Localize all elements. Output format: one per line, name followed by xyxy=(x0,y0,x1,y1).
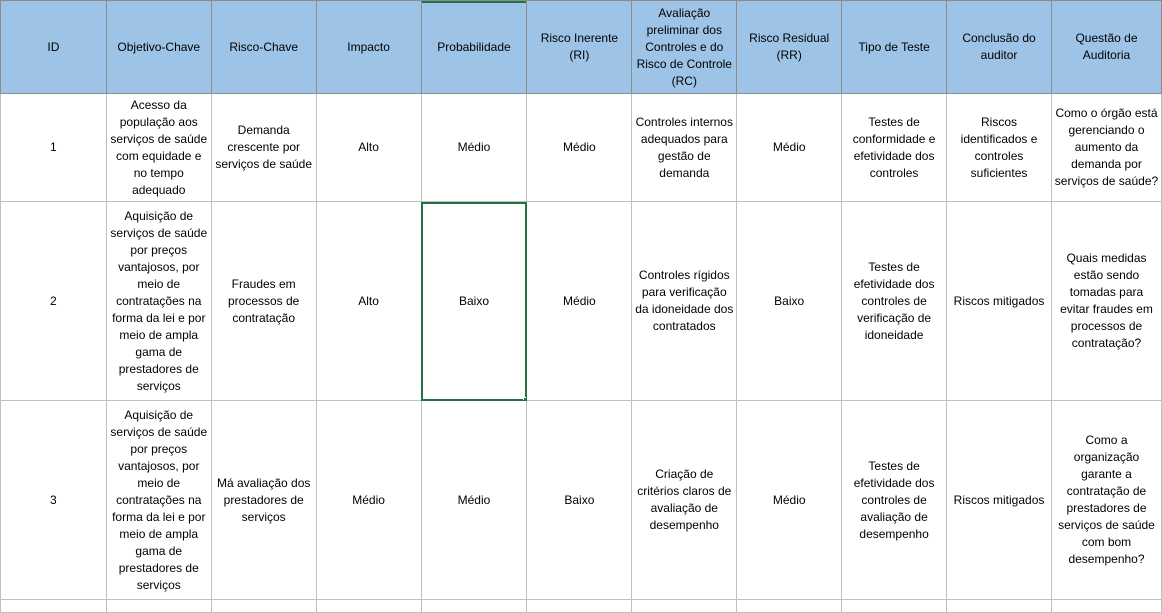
cell-conclusao[interactable]: Riscos mitigados xyxy=(947,202,1052,401)
header-cell-id[interactable]: ID xyxy=(1,1,107,94)
table-row-empty xyxy=(1,600,1162,613)
table-row xyxy=(1,202,1162,401)
cell-conclusao[interactable]: Riscos identificados e controles suficientes xyxy=(947,94,1052,202)
cell-questao[interactable]: Quais medidas estão sendo tomadas para evitar fraudes em processos de contratação? xyxy=(1051,202,1161,401)
cell-probabilidade[interactable]: Médio xyxy=(421,94,527,202)
empty-cell[interactable] xyxy=(632,600,737,613)
cell-risco-residual[interactable]: Médio xyxy=(737,401,842,600)
empty-cell[interactable] xyxy=(842,600,947,613)
cell-tipo-teste[interactable]: Testes de conformidade e efetividade dos controles xyxy=(842,94,947,202)
cell-avaliacao-controles[interactable]: Controles rígidos para verificação da idoneidade dos contratados xyxy=(632,202,737,401)
cell-objetivo[interactable]: Acesso da população aos serviços de saúde com equidade e no tempo adequado xyxy=(106,94,211,202)
header-row xyxy=(1,1,1162,94)
cell-conclusao[interactable]: Riscos mitigados xyxy=(947,401,1052,600)
cell-avaliacao-controles[interactable]: Controles internos adequados para gestão de demanda xyxy=(632,94,737,202)
empty-cell[interactable] xyxy=(106,600,211,613)
cell-risco-residual[interactable]: Médio xyxy=(737,94,842,202)
cell-impacto[interactable]: Médio xyxy=(316,401,421,600)
empty-cell[interactable] xyxy=(1051,600,1161,613)
cell-id[interactable]: 2 xyxy=(1,202,107,401)
header-cell-objetivo[interactable]: Objetivo-Chave xyxy=(106,1,211,94)
header-cell-risco[interactable]: Risco-Chave xyxy=(211,1,316,94)
cell-impacto[interactable]: Alto xyxy=(316,202,421,401)
cell-objetivo[interactable]: Aquisição de serviços de saúde por preços vantajosos, por meio de contratações na forma da lei e por meio de ampla gama de prestadores de serviços xyxy=(106,401,211,600)
cell-risco-residual[interactable]: Baixo xyxy=(737,202,842,401)
header-cell-questao[interactable]: Questão de Auditoria xyxy=(1051,1,1161,94)
header-cell-impacto[interactable]: Impacto xyxy=(316,1,421,94)
fill-handle[interactable] xyxy=(523,397,527,401)
table-row xyxy=(1,94,1162,202)
cell-risco[interactable]: Má avaliação dos prestadores de serviços xyxy=(211,401,316,600)
cell-risco[interactable]: Demanda crescente por serviços de saúde xyxy=(211,94,316,202)
selected-cell-probabilidade[interactable] xyxy=(421,202,527,401)
cell-probabilidade-value: Baixo xyxy=(458,293,489,308)
cell-risco-inerente[interactable]: Médio xyxy=(527,202,632,401)
header-cell-risco-inerente[interactable]: Risco Inerente (RI) xyxy=(527,1,632,94)
header-cell-conclusao[interactable]: Conclusão do auditor xyxy=(947,1,1052,94)
cell-impacto[interactable]: Alto xyxy=(316,94,421,202)
header-cell-risco-residual[interactable]: Risco Residual (RR) xyxy=(737,1,842,94)
cell-tipo-teste[interactable]: Testes de efetividade dos controles de avaliação de desempenho xyxy=(842,401,947,600)
cell-probabilidade[interactable]: Médio xyxy=(421,401,527,600)
cell-id[interactable]: 3 xyxy=(1,401,107,600)
cell-questao[interactable]: Como o órgão está gerenciando o aumento da demanda por serviços de saúde? xyxy=(1051,94,1161,202)
cell-risco-inerente[interactable]: Médio xyxy=(527,94,632,202)
empty-cell[interactable] xyxy=(527,600,632,613)
empty-cell[interactable] xyxy=(211,600,316,613)
header-cell-tipo-teste[interactable]: Tipo de Teste xyxy=(842,1,947,94)
cell-id[interactable]: 1 xyxy=(1,94,107,202)
cell-tipo-teste[interactable]: Testes de efetividade dos controles de verificação de idoneidade xyxy=(842,202,947,401)
empty-cell[interactable] xyxy=(421,600,527,613)
cell-risco[interactable]: Fraudes em processos de contratação xyxy=(211,202,316,401)
cell-avaliacao-controles[interactable]: Criação de critérios claros de avaliação de desempenho xyxy=(632,401,737,600)
empty-cell[interactable] xyxy=(1,600,107,613)
empty-cell[interactable] xyxy=(316,600,421,613)
empty-cell[interactable] xyxy=(737,600,842,613)
header-cell-avaliacao-controles[interactable]: Avaliação preliminar dos Controles e do Risco de Controle (RC) xyxy=(632,1,737,94)
cell-questao[interactable]: Como a organização garante a contratação de prestadores de serviços de saúde com bom desempenho? xyxy=(1051,401,1161,600)
empty-cell[interactable] xyxy=(947,600,1052,613)
cell-objetivo[interactable]: Aquisição de serviços de saúde por preços vantajosos, por meio de contratações na forma da lei e por meio de ampla gama de prestadores de serviços xyxy=(106,202,211,401)
cell-risco-inerente[interactable]: Baixo xyxy=(527,401,632,600)
table-row xyxy=(1,401,1162,600)
header-cell-probabilidade[interactable]: Probabilidade xyxy=(421,1,527,94)
